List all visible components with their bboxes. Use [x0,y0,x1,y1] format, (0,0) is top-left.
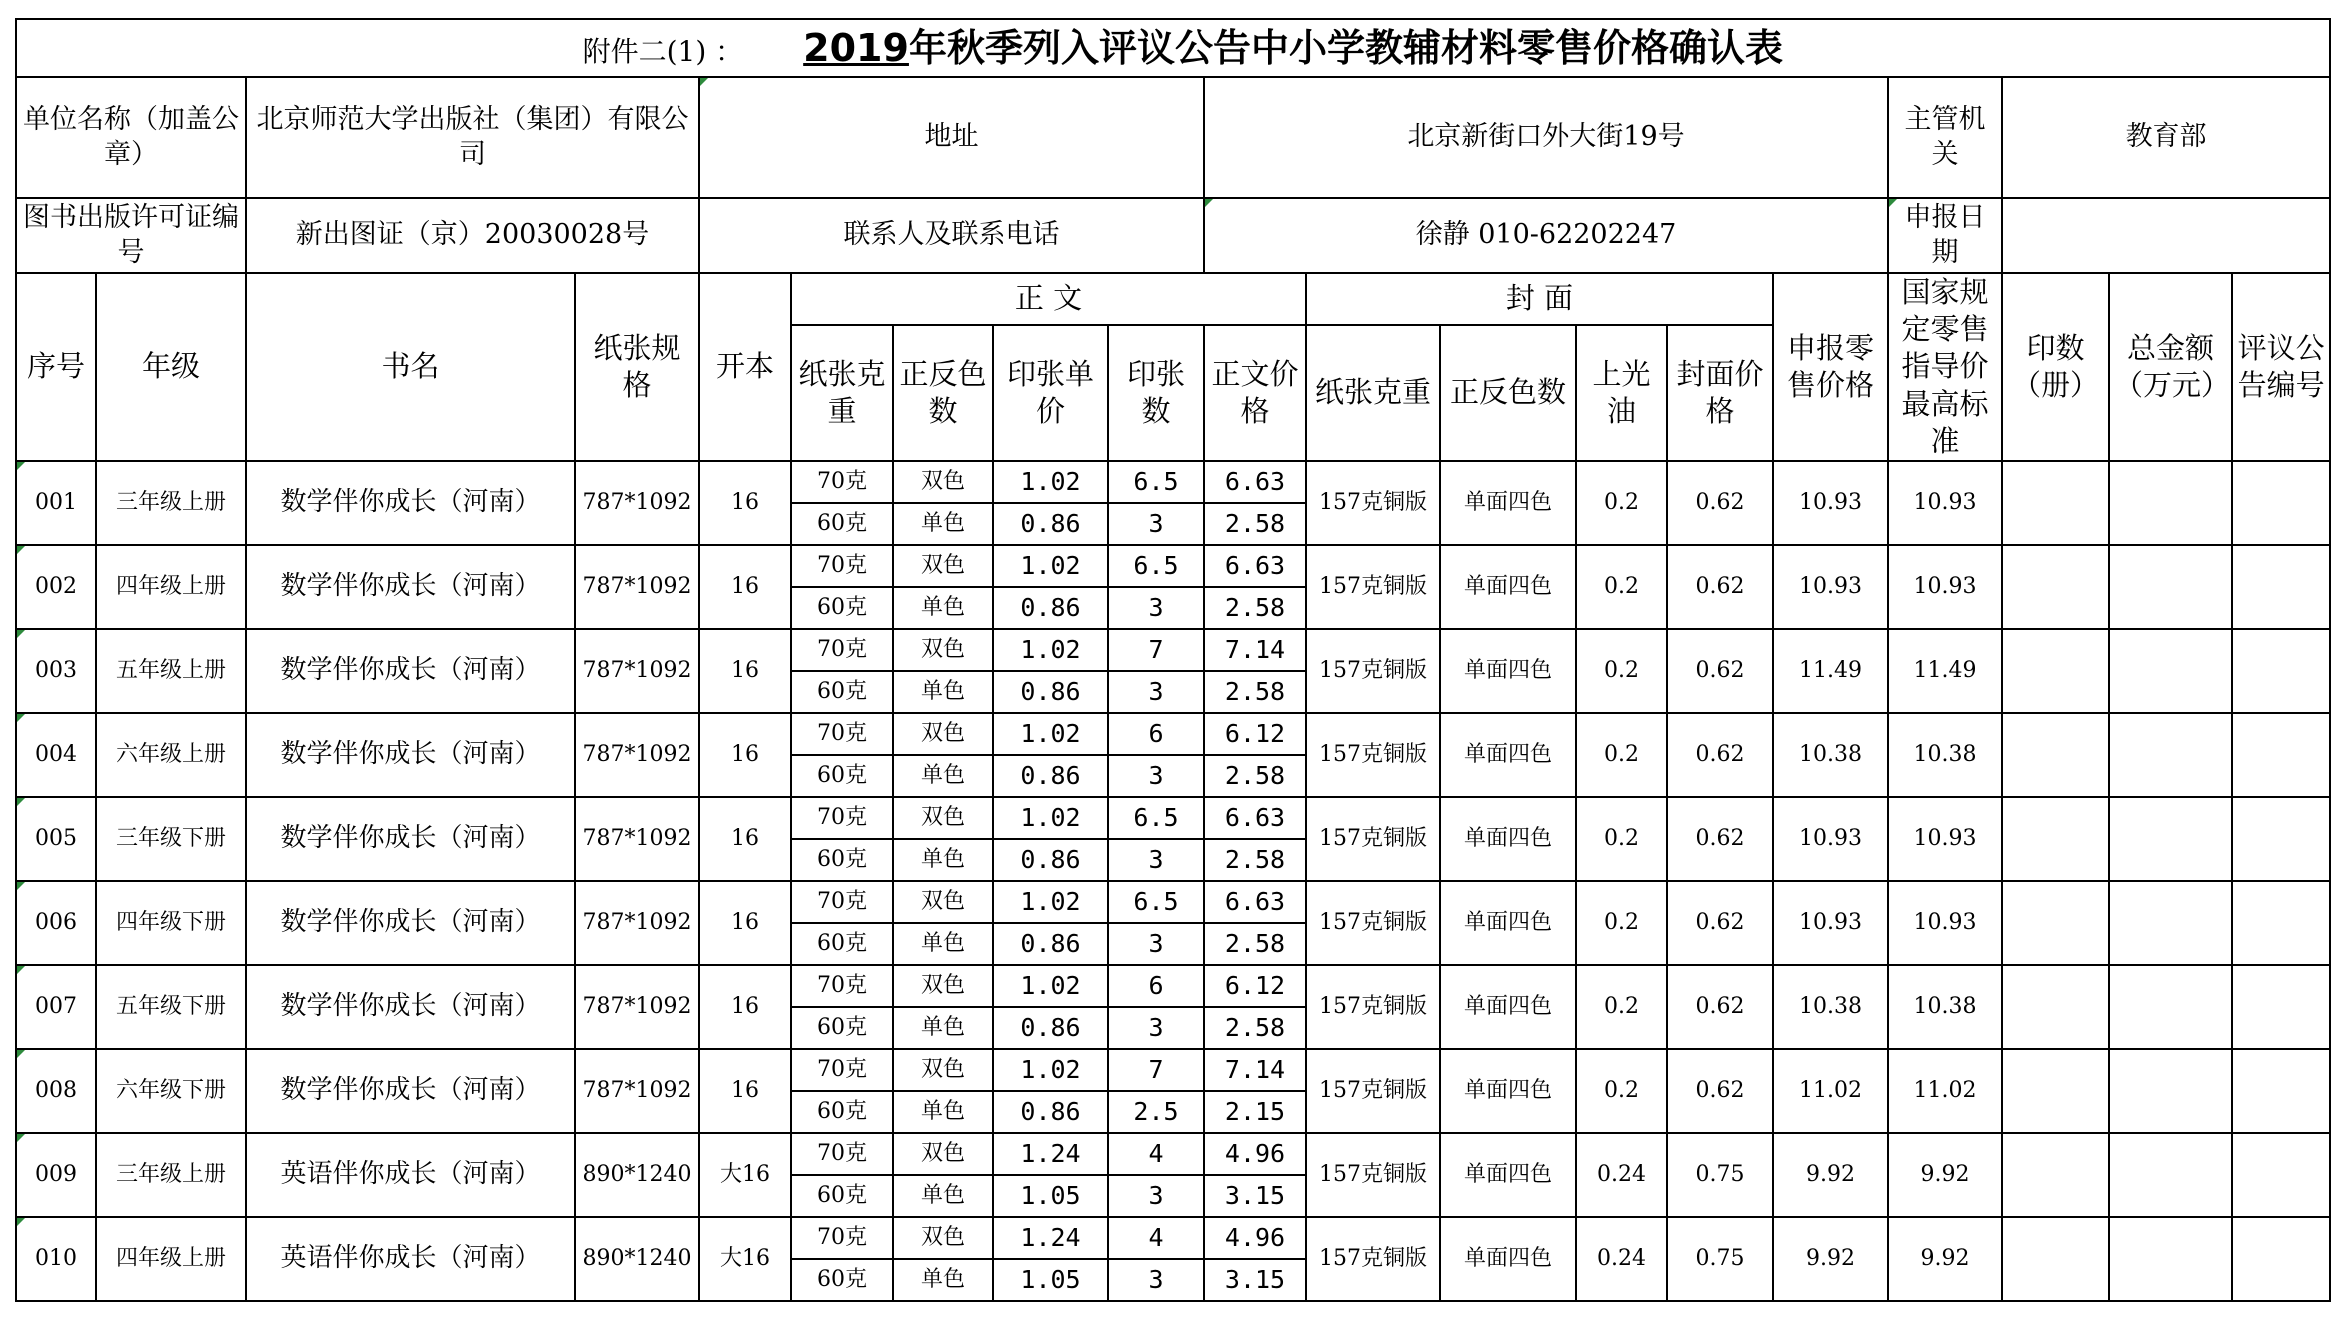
cell-body-sheet-price: 0.86 [993,839,1108,881]
cell-print-count [2002,545,2109,629]
cell-body-colors: 双色 [893,1133,993,1175]
cell-body-sheets: 3 [1108,1175,1204,1217]
page-title [803,26,1783,70]
cell-notice-no [2232,797,2330,881]
cell-body-sheets: 3 [1108,923,1204,965]
cell-notice-no [2232,965,2330,1049]
cell-body-sheets: 7 [1108,1049,1204,1091]
cell-body-sheet-price: 0.86 [993,1091,1108,1133]
cell-seq: 002 [16,545,96,629]
cell-body-sheet-price: 1.02 [993,797,1108,839]
cell-book: 数学伴你成长（河南） [246,797,575,881]
cell-body-sheets: 6.5 [1108,881,1204,923]
cell-notice-no [2232,545,2330,629]
table-row [16,797,2330,839]
cell-grade: 三年级上册 [96,1133,246,1217]
cell-body-colors: 双色 [893,1049,993,1091]
col-header-state-max: 国家规定零售指导价最高标准 [1888,273,2002,461]
cell-body-sheet-price: 1.02 [993,545,1108,587]
cell-grade: 四年级下册 [96,881,246,965]
col-header-cover-price: 封面价格 [1667,325,1773,461]
cell-body-colors: 单色 [893,503,993,545]
cell-body-weight: 60克 [791,1091,893,1133]
cell-cover-weight: 157克铜版 [1306,461,1440,545]
cell-print-count [2002,881,2109,965]
cell-total-amount [2109,1049,2232,1133]
date-value [2002,198,2330,273]
cell-body-sheet-price: 0.86 [993,755,1108,797]
cell-seq: 003 [16,629,96,713]
address-value: 北京新街口外大街19号 [1204,77,1888,198]
cell-body-sheet-price: 1.24 [993,1133,1108,1175]
col-header-declared-price: 申报零售价格 [1773,273,1888,461]
cell-body-weight: 70克 [791,545,893,587]
cell-cover-price: 0.75 [1667,1133,1773,1217]
cell-grade: 五年级上册 [96,629,246,713]
cell-body-price: 2.15 [1204,1091,1306,1133]
cell-format: 16 [699,965,791,1049]
cell-body-price: 6.63 [1204,461,1306,503]
cell-body-weight: 70克 [791,1133,893,1175]
cell-body-price: 2.58 [1204,839,1306,881]
cell-book: 数学伴你成长（河南） [246,1049,575,1133]
cell-body-price: 2.58 [1204,671,1306,713]
cell-book: 英语伴你成长（河南） [246,1133,575,1217]
cell-body-colors: 双色 [893,1217,993,1259]
cell-body-price: 2.58 [1204,503,1306,545]
cell-body-sheets: 2.5 [1108,1091,1204,1133]
cell-body-weight: 70克 [791,1049,893,1091]
cell-cover-colors: 单面四色 [1440,965,1576,1049]
cell-body-sheets: 7 [1108,629,1204,671]
cell-body-colors: 双色 [893,713,993,755]
col-header-body-sheets: 印张数 [1108,325,1204,461]
cell-body-price: 2.58 [1204,923,1306,965]
cell-paper-spec: 787*1092 [575,629,699,713]
cell-grade: 四年级上册 [96,545,246,629]
cell-book: 数学伴你成长（河南） [246,461,575,545]
cell-declared-price: 9.92 [1773,1217,1888,1301]
cell-cover-weight: 157克铜版 [1306,1217,1440,1301]
cell-body-price: 4.96 [1204,1133,1306,1175]
cell-grade: 三年级上册 [96,461,246,545]
table-row [16,965,2330,1007]
cell-paper-spec: 787*1092 [575,1049,699,1133]
cell-body-price: 2.58 [1204,1007,1306,1049]
cell-body-weight: 70克 [791,629,893,671]
cell-body-colors: 双色 [893,881,993,923]
col-header-body-colors: 正反色数 [893,325,993,461]
cell-state-max: 10.93 [1888,797,2002,881]
col-header-book: 书名 [246,273,575,461]
cell-body-weight: 70克 [791,461,893,503]
cell-grade: 四年级上册 [96,1217,246,1301]
cell-seq: 001 [16,461,96,545]
cell-total-amount [2109,713,2232,797]
header-row-1 [16,273,2330,325]
cell-state-max: 10.93 [1888,461,2002,545]
cell-body-price: 4.96 [1204,1217,1306,1259]
cell-body-price: 6.63 [1204,545,1306,587]
cell-body-colors: 单色 [893,671,993,713]
col-group-body: 正 文 [791,273,1306,325]
cell-total-amount [2109,461,2232,545]
col-header-cover-weight: 纸张克重 [1306,325,1440,461]
table-row [16,1133,2330,1175]
cell-paper-spec: 787*1092 [575,545,699,629]
title-row [16,19,2330,77]
cell-body-sheets: 6 [1108,713,1204,755]
cell-cover-weight: 157克铜版 [1306,881,1440,965]
cell-print-count [2002,629,2109,713]
cell-cover-weight: 157克铜版 [1306,1049,1440,1133]
cell-cover-gloss: 0.2 [1576,797,1667,881]
title-year: 2019 [803,25,909,70]
cell-cover-price: 0.62 [1667,1049,1773,1133]
cell-seq: 005 [16,797,96,881]
cell-body-sheets: 3 [1108,839,1204,881]
cell-body-weight: 70克 [791,1217,893,1259]
cell-cover-colors: 单面四色 [1440,629,1576,713]
cell-body-sheet-price: 0.86 [993,1007,1108,1049]
cell-format: 16 [699,545,791,629]
cell-body-weight: 70克 [791,965,893,1007]
cell-cover-colors: 单面四色 [1440,797,1576,881]
cell-cover-gloss: 0.2 [1576,713,1667,797]
cell-body-sheet-price: 0.86 [993,503,1108,545]
cell-paper-spec: 890*1240 [575,1133,699,1217]
cell-declared-price: 9.92 [1773,1133,1888,1217]
cell-seq: 009 [16,1133,96,1217]
cell-format: 16 [699,1049,791,1133]
cell-notice-no [2232,1217,2330,1301]
col-header-body-weight: 纸张克重 [791,325,893,461]
contact-label: 联系人及联系电话 [699,198,1204,273]
cell-notice-no [2232,713,2330,797]
col-header-cover-gloss: 上光油 [1576,325,1667,461]
cell-body-sheets: 6.5 [1108,797,1204,839]
table-row [16,545,2330,587]
cell-print-count [2002,1049,2109,1133]
cell-paper-spec: 787*1092 [575,881,699,965]
cell-cover-price: 0.62 [1667,881,1773,965]
cell-declared-price: 11.49 [1773,629,1888,713]
authority-value: 教育部 [2002,77,2330,198]
cell-state-max: 9.92 [1888,1133,2002,1217]
cell-body-weight: 60克 [791,587,893,629]
cell-body-weight: 60克 [791,1259,893,1301]
cell-paper-spec: 787*1092 [575,713,699,797]
cell-paper-spec: 787*1092 [575,965,699,1049]
title-cell [16,19,2330,77]
cell-cover-gloss: 0.2 [1576,629,1667,713]
cell-body-colors: 单色 [893,755,993,797]
cell-body-colors: 单色 [893,839,993,881]
cell-cover-gloss: 0.2 [1576,1049,1667,1133]
cell-body-weight: 60克 [791,839,893,881]
cell-body-sheet-price: 1.02 [993,713,1108,755]
cell-notice-no [2232,461,2330,545]
cell-body-sheet-price: 1.02 [993,965,1108,1007]
authority-label: 主管机关 [1888,77,2002,198]
cell-cover-gloss: 0.2 [1576,881,1667,965]
cell-seq: 006 [16,881,96,965]
cell-body-sheet-price: 1.02 [993,629,1108,671]
cell-cover-price: 0.62 [1667,965,1773,1049]
cell-body-weight: 70克 [791,797,893,839]
cell-body-colors: 双色 [893,629,993,671]
cell-body-price: 6.63 [1204,881,1306,923]
cell-body-sheets: 3 [1108,503,1204,545]
cell-body-colors: 单色 [893,587,993,629]
cell-total-amount [2109,881,2232,965]
cell-cover-price: 0.62 [1667,545,1773,629]
cell-body-weight: 70克 [791,713,893,755]
cell-notice-no [2232,1133,2330,1217]
table-row [16,629,2330,671]
cell-cover-colors: 单面四色 [1440,881,1576,965]
info-row-1 [16,77,2330,198]
cell-cover-weight: 157克铜版 [1306,629,1440,713]
cell-body-colors: 单色 [893,1259,993,1301]
col-header-body-sheet-price: 印张单价 [993,325,1108,461]
cell-cover-price: 0.62 [1667,629,1773,713]
table-row [16,461,2330,503]
address-label: 地址 [699,77,1204,198]
cell-total-amount [2109,1133,2232,1217]
cell-body-sheet-price: 1.02 [993,461,1108,503]
cell-cover-weight: 157克铜版 [1306,965,1440,1049]
cell-cover-colors: 单面四色 [1440,1217,1576,1301]
cell-body-weight: 60克 [791,503,893,545]
cell-state-max: 10.93 [1888,545,2002,629]
unit-value: 北京师范大学出版社（集团）有限公司 [246,77,699,198]
cell-body-sheets: 3 [1108,671,1204,713]
cell-declared-price: 10.93 [1773,461,1888,545]
cell-cover-gloss: 0.2 [1576,461,1667,545]
license-value: 新出图证（京）20030028号 [246,198,699,273]
cell-body-price: 2.58 [1204,587,1306,629]
cell-grade: 三年级下册 [96,797,246,881]
cell-body-weight: 60克 [791,923,893,965]
cell-book: 数学伴你成长（河南） [246,881,575,965]
cell-body-sheets: 3 [1108,587,1204,629]
cell-print-count [2002,1133,2109,1217]
cell-seq: 008 [16,1049,96,1133]
col-header-print-count: 印数（册） [2002,273,2109,461]
cell-book: 数学伴你成长（河南） [246,965,575,1049]
cell-body-colors: 双色 [893,797,993,839]
info-row-2 [16,198,2330,273]
cell-total-amount [2109,1217,2232,1301]
col-header-seq: 序号 [16,273,96,461]
cell-book: 数学伴你成长（河南） [246,545,575,629]
cell-print-count [2002,1217,2109,1301]
cell-cover-weight: 157克铜版 [1306,713,1440,797]
cell-body-price: 6.63 [1204,797,1306,839]
cell-total-amount [2109,797,2232,881]
cell-cover-colors: 单面四色 [1440,545,1576,629]
table-row [16,713,2330,755]
col-header-paper-spec: 纸张规格 [575,273,699,461]
col-header-notice-no: 评议公告编号 [2232,273,2330,461]
cell-body-price: 6.12 [1204,965,1306,1007]
cell-paper-spec: 890*1240 [575,1217,699,1301]
col-header-format: 开本 [699,273,791,461]
cell-declared-price: 10.93 [1773,881,1888,965]
cell-body-sheet-price: 1.05 [993,1175,1108,1217]
cell-cover-colors: 单面四色 [1440,713,1576,797]
cell-total-amount [2109,629,2232,713]
cell-body-colors: 双色 [893,965,993,1007]
table-row [16,881,2330,923]
cell-body-weight: 60克 [791,1007,893,1049]
cell-body-colors: 单色 [893,1007,993,1049]
cell-print-count [2002,797,2109,881]
cell-cover-weight: 157克铜版 [1306,1133,1440,1217]
cell-cover-weight: 157克铜版 [1306,545,1440,629]
contact-value: 徐静 010-62202247 [1204,198,1888,273]
cell-body-price: 3.15 [1204,1175,1306,1217]
cell-cover-price: 0.62 [1667,461,1773,545]
cell-body-sheet-price: 1.05 [993,1259,1108,1301]
cell-notice-no [2232,629,2330,713]
cell-body-sheets: 6.5 [1108,461,1204,503]
cell-body-weight: 60克 [791,1175,893,1217]
col-header-total-amount: 总金额（万元） [2109,273,2232,461]
price-confirmation-table [15,18,2331,1302]
cell-state-max: 9.92 [1888,1217,2002,1301]
cell-declared-price: 10.93 [1773,545,1888,629]
cell-format: 大16 [699,1133,791,1217]
cell-body-sheet-price: 1.02 [993,1049,1108,1091]
cell-cover-gloss: 0.24 [1576,1133,1667,1217]
col-header-grade: 年级 [96,273,246,461]
cell-state-max: 10.38 [1888,713,2002,797]
cell-cover-colors: 单面四色 [1440,1133,1576,1217]
cell-cover-price: 0.75 [1667,1217,1773,1301]
col-group-cover: 封 面 [1306,273,1773,325]
cell-format: 16 [699,797,791,881]
cell-seq: 007 [16,965,96,1049]
cell-body-price: 2.58 [1204,755,1306,797]
cell-body-price: 3.15 [1204,1259,1306,1301]
cell-format: 大16 [699,1217,791,1301]
cell-format: 16 [699,881,791,965]
cell-body-price: 7.14 [1204,629,1306,671]
cell-cover-weight: 157克铜版 [1306,797,1440,881]
cell-notice-no [2232,1049,2330,1133]
cell-body-sheet-price: 1.02 [993,881,1108,923]
cell-notice-no [2232,881,2330,965]
cell-cover-gloss: 0.24 [1576,1217,1667,1301]
cell-seq: 004 [16,713,96,797]
cell-print-count [2002,461,2109,545]
cell-body-price: 6.12 [1204,713,1306,755]
cell-body-sheets: 4 [1108,1133,1204,1175]
cell-body-colors: 单色 [893,1091,993,1133]
col-header-cover-colors: 正反色数 [1440,325,1576,461]
license-label: 图书出版许可证编号 [16,198,246,273]
cell-body-colors: 双色 [893,461,993,503]
cell-declared-price: 11.02 [1773,1049,1888,1133]
cell-grade: 五年级下册 [96,965,246,1049]
cell-state-max: 11.02 [1888,1049,2002,1133]
attachment-label: 附件二(1) ： [582,34,744,68]
cell-state-max: 10.93 [1888,881,2002,965]
cell-paper-spec: 787*1092 [575,797,699,881]
cell-body-sheets: 6 [1108,965,1204,1007]
cell-state-max: 11.49 [1888,629,2002,713]
cell-declared-price: 10.93 [1773,797,1888,881]
cell-book: 数学伴你成长（河南） [246,713,575,797]
cell-cover-price: 0.62 [1667,713,1773,797]
cell-grade: 六年级下册 [96,1049,246,1133]
cell-cover-colors: 单面四色 [1440,461,1576,545]
cell-declared-price: 10.38 [1773,713,1888,797]
cell-print-count [2002,965,2109,1049]
cell-body-colors: 单色 [893,1175,993,1217]
cell-body-sheet-price: 0.86 [993,587,1108,629]
cell-cover-price: 0.62 [1667,797,1773,881]
cell-body-price: 7.14 [1204,1049,1306,1091]
cell-format: 16 [699,713,791,797]
table-row [16,1049,2330,1091]
cell-state-max: 10.38 [1888,965,2002,1049]
unit-label: 单位名称（加盖公章） [16,77,246,198]
cell-total-amount [2109,965,2232,1049]
cell-total-amount [2109,545,2232,629]
cell-declared-price: 10.38 [1773,965,1888,1049]
title-text: 年秋季列入评议公告中小学教辅材料零售价格确认表 [908,25,1783,70]
cell-body-colors: 单色 [893,923,993,965]
table-row [16,1217,2330,1259]
cell-body-weight: 70克 [791,881,893,923]
cell-cover-colors: 单面四色 [1440,1049,1576,1133]
date-label: 申报日期 [1888,198,2002,273]
cell-cover-gloss: 0.2 [1576,545,1667,629]
cell-body-sheets: 6.5 [1108,545,1204,587]
cell-body-sheets: 3 [1108,755,1204,797]
cell-cover-gloss: 0.2 [1576,965,1667,1049]
cell-format: 16 [699,629,791,713]
cell-book: 数学伴你成长（河南） [246,629,575,713]
cell-body-sheet-price: 0.86 [993,671,1108,713]
cell-body-sheets: 3 [1108,1007,1204,1049]
cell-body-sheet-price: 0.86 [993,923,1108,965]
cell-format: 16 [699,461,791,545]
cell-body-colors: 双色 [893,545,993,587]
cell-body-sheet-price: 1.24 [993,1217,1108,1259]
cell-body-sheets: 3 [1108,1259,1204,1301]
col-header-body-price: 正文价格 [1204,325,1306,461]
cell-seq: 010 [16,1217,96,1301]
cell-body-sheets: 4 [1108,1217,1204,1259]
cell-book: 英语伴你成长（河南） [246,1217,575,1301]
cell-body-weight: 60克 [791,671,893,713]
cell-print-count [2002,713,2109,797]
cell-grade: 六年级上册 [96,713,246,797]
cell-body-weight: 60克 [791,755,893,797]
cell-paper-spec: 787*1092 [575,461,699,545]
